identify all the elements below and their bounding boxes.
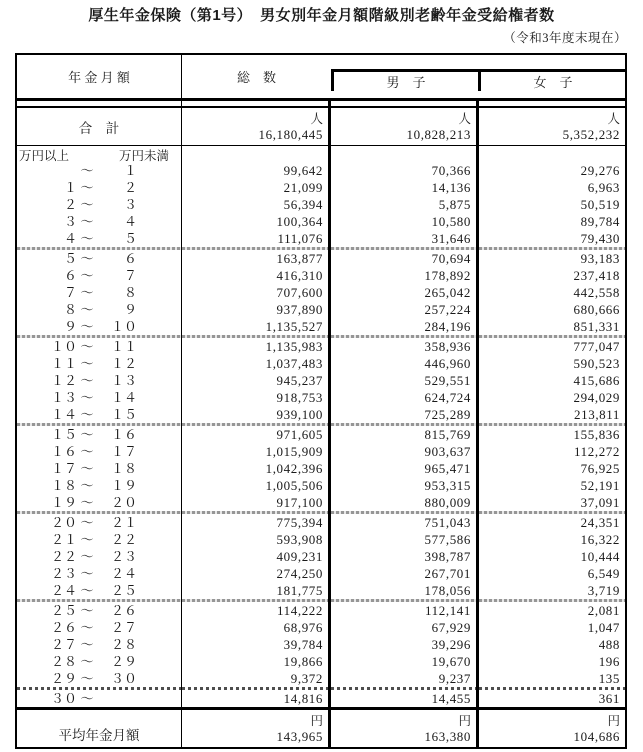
range-cell — [17, 318, 182, 335]
data-row — [17, 531, 625, 548]
range-cell — [17, 460, 182, 477]
range-upper: １２ — [110, 356, 137, 371]
data-row — [17, 267, 625, 284]
total-cell: 100,364 — [182, 213, 331, 230]
male-cell: 5,875 — [331, 196, 479, 213]
range-upper: １５ — [110, 407, 137, 422]
male-cell: 178,056 — [331, 582, 479, 599]
range-lower: １０ — [50, 339, 77, 354]
total-cell: 21,099 — [182, 179, 331, 196]
male-cell: 67,929 — [331, 619, 479, 636]
male-cell: 577,586 — [331, 531, 479, 548]
range-upper: ２０ — [110, 495, 137, 510]
female-cell: 155,836 — [573, 427, 620, 442]
range-tilde: ～ — [80, 495, 94, 510]
female-cell: 76,925 — [580, 461, 620, 476]
data-row — [17, 653, 625, 670]
range-tilde: ～ — [80, 180, 94, 195]
data-row — [17, 284, 625, 301]
range-tilde: ～ — [80, 302, 94, 317]
range-upper: ８ — [123, 285, 137, 300]
range-lower: ６ — [63, 268, 77, 283]
range-upper: ３０ — [110, 671, 137, 686]
female-cell: 680,666 — [573, 302, 620, 317]
female-cell: 79,430 — [580, 231, 620, 246]
range-tilde: ～ — [80, 390, 94, 405]
female-cell: 112,272 — [574, 444, 620, 459]
range-tilde: ～ — [80, 532, 94, 547]
range-tilde: ～ — [80, 461, 94, 476]
male-cell: 725,289 — [331, 406, 479, 423]
female-cell: 415,686 — [573, 373, 620, 388]
range-upper: １７ — [110, 444, 137, 459]
range-lower: ７ — [63, 285, 77, 300]
female-value: 5,352,232 — [562, 127, 620, 142]
male-cell: 14,455 — [331, 690, 479, 707]
female-cell: 361 — [598, 691, 620, 706]
male-female-header-box — [331, 69, 625, 91]
subtitle: （令和3年度末現在） — [503, 31, 627, 45]
male-cell: 446,960 — [331, 355, 479, 372]
range-upper: １３ — [110, 373, 137, 388]
range-lower: １ — [63, 180, 77, 195]
range-header-upper: 万円未満 — [118, 149, 169, 163]
total-cell: 939,100 — [182, 406, 331, 423]
range-cell — [17, 690, 182, 707]
column-header-male: 男 子 — [334, 72, 481, 91]
range-cell — [17, 565, 182, 582]
male-cell: 31,646 — [331, 230, 479, 247]
data-row — [17, 548, 625, 565]
female-cell: 3,719 — [587, 583, 620, 598]
average-total-cell — [182, 710, 331, 747]
range-lower: １６ — [50, 444, 77, 459]
total-cell: 416,310 — [182, 267, 331, 284]
unit-yen-label: 円 — [458, 714, 471, 728]
range-cell — [17, 531, 182, 548]
range-lower: １２ — [50, 373, 77, 388]
range-lower: ２７ — [50, 637, 77, 652]
data-row — [17, 162, 625, 179]
total-cell: 19,866 — [182, 653, 331, 670]
range-cell — [17, 602, 182, 619]
data-row — [17, 196, 625, 213]
female-cell: 93,183 — [580, 251, 620, 266]
unit-yen-label: 円 — [607, 714, 620, 728]
total-cell: 1,037,483 — [182, 355, 331, 372]
total-cell: 917,100 — [182, 494, 331, 511]
range-tilde: ～ — [80, 620, 94, 635]
total-cell: 918,753 — [182, 389, 331, 406]
male-cell: 815,769 — [331, 426, 479, 443]
range-tilde: ～ — [80, 231, 94, 246]
range-upper: ２８ — [110, 637, 137, 652]
page-title: 厚生年金保険（第1号） 男女別年金月額階級別老齢年金受給権者数 — [88, 7, 555, 24]
table-body-rows — [17, 162, 625, 707]
range-lower: １７ — [50, 461, 77, 476]
total-cell: 593,908 — [182, 531, 331, 548]
male-cell: 39,296 — [331, 636, 479, 653]
range-lower: １４ — [50, 407, 77, 422]
total-cell: 56,394 — [182, 196, 331, 213]
range-tilde: ～ — [80, 356, 94, 371]
range-tilde: ～ — [80, 214, 94, 229]
male-cell: 953,315 — [331, 477, 479, 494]
range-lower: ４ — [63, 231, 77, 246]
range-cell — [17, 230, 182, 247]
female-cell: 777,047 — [573, 339, 620, 354]
range-upper: １０ — [110, 319, 137, 334]
range-cell — [17, 179, 182, 196]
data-row — [17, 179, 625, 196]
range-cell — [17, 213, 182, 230]
range-tilde: ～ — [80, 407, 94, 422]
range-cell — [17, 284, 182, 301]
female-cell: 488 — [598, 637, 620, 652]
data-row — [17, 477, 625, 494]
range-lower: １５ — [50, 427, 77, 442]
range-header-lower: 万円以上 — [19, 149, 70, 163]
average-row-label: 平均年金月額 — [17, 710, 182, 747]
range-tilde: ～ — [80, 444, 94, 459]
range-tilde: ～ — [80, 427, 94, 442]
male-cell: 14,136 — [331, 179, 479, 196]
data-row — [17, 426, 625, 443]
data-row — [17, 690, 625, 707]
range-cell — [17, 196, 182, 213]
range-lower: ３ — [63, 214, 77, 229]
range-upper: ２４ — [110, 566, 137, 581]
total-cell: 971,605 — [182, 426, 331, 443]
male-cell: 267,701 — [331, 565, 479, 582]
total-cell: 39,784 — [182, 636, 331, 653]
table-header — [17, 55, 625, 101]
range-cell — [17, 619, 182, 636]
range-tilde: ～ — [80, 691, 94, 706]
male-cell: 398,787 — [331, 548, 479, 565]
range-lower: １１ — [50, 356, 77, 371]
range-lower: ２４ — [50, 583, 77, 598]
data-row — [17, 406, 625, 423]
total-cell: 9,372 — [182, 670, 331, 687]
total-cell: 111,076 — [182, 230, 331, 247]
average-female-value: 104,686 — [573, 729, 620, 744]
total-cell: 114,222 — [182, 602, 331, 619]
range-cell — [17, 301, 182, 318]
female-cell: 50,519 — [580, 197, 620, 212]
column-header-total: 総 数 — [236, 70, 276, 85]
range-tilde: ～ — [80, 339, 94, 354]
male-cell: 880,009 — [331, 494, 479, 511]
range-upper: ９ — [123, 302, 137, 317]
range-tilde: ～ — [80, 549, 94, 564]
range-tilde: ～ — [80, 583, 94, 598]
male-female-header-group — [331, 55, 625, 98]
female-cell: 237,418 — [573, 268, 620, 283]
range-upper: ２２ — [110, 532, 137, 547]
total-cell: 181,775 — [182, 582, 331, 599]
range-upper: １９ — [110, 478, 137, 493]
total-cell — [182, 108, 331, 145]
total-cell: 775,394 — [182, 514, 331, 531]
range-lower: ２２ — [50, 549, 77, 564]
range-upper: ２５ — [110, 583, 137, 598]
female-cell: 10,444 — [580, 549, 620, 564]
range-cell — [17, 426, 182, 443]
range-lower: ２５ — [50, 603, 77, 618]
total-cell: 1,005,506 — [182, 477, 331, 494]
range-header-row — [17, 146, 625, 162]
range-tilde: ～ — [80, 654, 94, 669]
data-row — [17, 494, 625, 511]
unit-yen-label: 円 — [310, 714, 323, 728]
range-tilde: ～ — [80, 515, 94, 530]
total-cell: 163,877 — [182, 250, 331, 267]
male-cell: 751,043 — [331, 514, 479, 531]
range-tilde: ～ — [80, 197, 94, 212]
range-tilde: ～ — [80, 319, 94, 334]
male-cell: 529,551 — [331, 372, 479, 389]
data-row — [17, 389, 625, 406]
female-cell: 1,047 — [587, 620, 620, 635]
data-row — [17, 460, 625, 477]
range-upper: １１ — [110, 339, 137, 354]
range-lower: ２３ — [50, 566, 77, 581]
total-cell: 1,042,396 — [182, 460, 331, 477]
data-row — [17, 338, 625, 355]
range-lower: ３０ — [50, 691, 77, 706]
range-lower — [17, 162, 77, 179]
average-male-value: 163,380 — [424, 729, 471, 744]
range-cell — [17, 355, 182, 372]
female-cell: 135 — [598, 671, 620, 686]
range-upper: ２７ — [110, 620, 137, 635]
range-upper: ２１ — [110, 515, 137, 530]
range-cell — [17, 267, 182, 284]
range-cell — [17, 389, 182, 406]
unit-people-label: 人 — [607, 112, 620, 126]
range-cell — [17, 636, 182, 653]
range-lower: ２１ — [50, 532, 77, 547]
male-cell: 903,637 — [331, 443, 479, 460]
column-header-female: 女 子 — [533, 75, 573, 90]
range-upper: １８ — [110, 461, 137, 476]
data-row — [17, 619, 625, 636]
male-cell: 358,936 — [331, 338, 479, 355]
female-cell: 196 — [598, 654, 620, 669]
data-row — [17, 443, 625, 460]
total-cell: 1,135,527 — [182, 318, 331, 335]
range-upper: １４ — [110, 390, 137, 405]
male-cell: 965,471 — [331, 460, 479, 477]
range-tilde: ～ — [80, 566, 94, 581]
unit-people-label: 人 — [310, 112, 323, 126]
data-row — [17, 301, 625, 318]
male-cell: 257,224 — [331, 301, 479, 318]
male-value: 10,828,213 — [406, 127, 471, 142]
male-cell: 70,366 — [331, 162, 479, 179]
data-row — [17, 372, 625, 389]
range-upper: ６ — [123, 251, 137, 266]
male-cell — [331, 108, 479, 145]
range-cell — [17, 670, 182, 687]
range-cell — [17, 477, 182, 494]
male-cell: 10,580 — [331, 213, 479, 230]
total-cell: 68,976 — [182, 619, 331, 636]
range-tilde: ～ — [80, 285, 94, 300]
range-tilde: ～ — [80, 603, 94, 618]
female-cell: 442,558 — [573, 285, 620, 300]
range-lower: ８ — [63, 302, 77, 317]
range-lower: １９ — [50, 495, 77, 510]
data-row — [17, 602, 625, 619]
pension-table — [15, 53, 627, 749]
range-tilde: ～ — [80, 163, 94, 178]
range-tilde: ～ — [80, 671, 94, 686]
range-upper: １ — [123, 163, 137, 178]
data-row — [17, 514, 625, 531]
total-cell: 1,135,983 — [182, 338, 331, 355]
total-cell: 14,816 — [182, 690, 331, 707]
range-cell — [17, 406, 182, 423]
female-cell: 29,276 — [580, 163, 620, 178]
range-tilde: ～ — [80, 637, 94, 652]
male-cell: 624,724 — [331, 389, 479, 406]
range-upper: ２ — [123, 180, 137, 195]
female-cell: 16,322 — [580, 532, 620, 547]
range-cell — [17, 162, 182, 179]
range-cell — [17, 338, 182, 355]
range-upper: ２６ — [110, 603, 137, 618]
total-cell: 1,015,909 — [182, 443, 331, 460]
average-male-cell — [331, 710, 479, 747]
range-lower: １８ — [50, 478, 77, 493]
range-cell — [17, 548, 182, 565]
range-upper: １６ — [110, 427, 137, 442]
range-upper: ７ — [123, 268, 137, 283]
female-cell: 294,029 — [573, 390, 620, 405]
male-cell: 178,892 — [331, 267, 479, 284]
total-row — [17, 108, 625, 146]
male-cell: 19,670 — [331, 653, 479, 670]
female-cell: 851,331 — [573, 319, 620, 334]
range-lower: ２６ — [50, 620, 77, 635]
data-row — [17, 565, 625, 582]
total-cell: 707,600 — [182, 284, 331, 301]
range-upper: ４ — [123, 214, 137, 229]
average-row — [17, 710, 625, 747]
range-upper: ２９ — [110, 654, 137, 669]
range-lower: ５ — [63, 251, 77, 266]
range-tilde: ～ — [80, 251, 94, 266]
female-cell: 89,784 — [580, 214, 620, 229]
female-cell: 2,081 — [587, 603, 620, 618]
range-cell — [17, 514, 182, 531]
range-lower: ２８ — [50, 654, 77, 669]
female-cell: 6,549 — [587, 566, 620, 581]
range-tilde: ～ — [80, 268, 94, 283]
range-cell — [17, 250, 182, 267]
male-cell: 112,141 — [331, 602, 479, 619]
data-row — [17, 670, 625, 687]
male-cell: 70,694 — [331, 250, 479, 267]
data-row — [17, 230, 625, 247]
total-cell: 937,890 — [182, 301, 331, 318]
range-upper: ５ — [123, 231, 137, 246]
range-cell — [17, 582, 182, 599]
total-cell: 945,237 — [182, 372, 331, 389]
range-lower: ２ — [63, 197, 77, 212]
range-lower: ２９ — [50, 671, 77, 686]
female-cell: 37,091 — [580, 495, 620, 510]
male-cell: 9,237 — [331, 670, 479, 687]
female-cell: 590,523 — [573, 356, 620, 371]
female-cell: 52,191 — [580, 478, 620, 493]
data-row — [17, 213, 625, 230]
header-body-double-rule — [17, 101, 625, 108]
range-tilde: ～ — [80, 373, 94, 388]
female-cell: 6,963 — [587, 180, 620, 195]
data-row — [17, 355, 625, 372]
total-cell: 409,231 — [182, 548, 331, 565]
range-cell — [17, 443, 182, 460]
total-value: 16,180,445 — [258, 127, 323, 142]
range-lower: １３ — [50, 390, 77, 405]
range-upper: ３ — [123, 197, 137, 212]
total-cell: 99,642 — [182, 162, 331, 179]
range-lower: ９ — [63, 319, 77, 334]
female-cell: 213,811 — [574, 407, 620, 422]
column-header-range: 年 金 月 額 — [17, 55, 182, 98]
average-female-cell — [479, 710, 625, 747]
male-cell: 284,196 — [331, 318, 479, 335]
range-cell — [17, 494, 182, 511]
data-row — [17, 250, 625, 267]
data-row — [17, 318, 625, 335]
data-row — [17, 582, 625, 599]
data-row — [17, 636, 625, 653]
range-tilde: ～ — [80, 478, 94, 493]
range-upper — [97, 690, 137, 707]
range-cell — [17, 372, 182, 389]
female-cell: 24,351 — [580, 515, 620, 530]
total-cell: 274,250 — [182, 565, 331, 582]
unit-people-label: 人 — [458, 112, 471, 126]
total-row-label: 合 計 — [17, 108, 182, 145]
range-lower: ２０ — [50, 515, 77, 530]
range-upper: ２３ — [110, 549, 137, 564]
male-cell: 265,042 — [331, 284, 479, 301]
range-cell — [17, 653, 182, 670]
female-cell — [479, 108, 625, 145]
average-total-value: 143,965 — [276, 729, 323, 744]
